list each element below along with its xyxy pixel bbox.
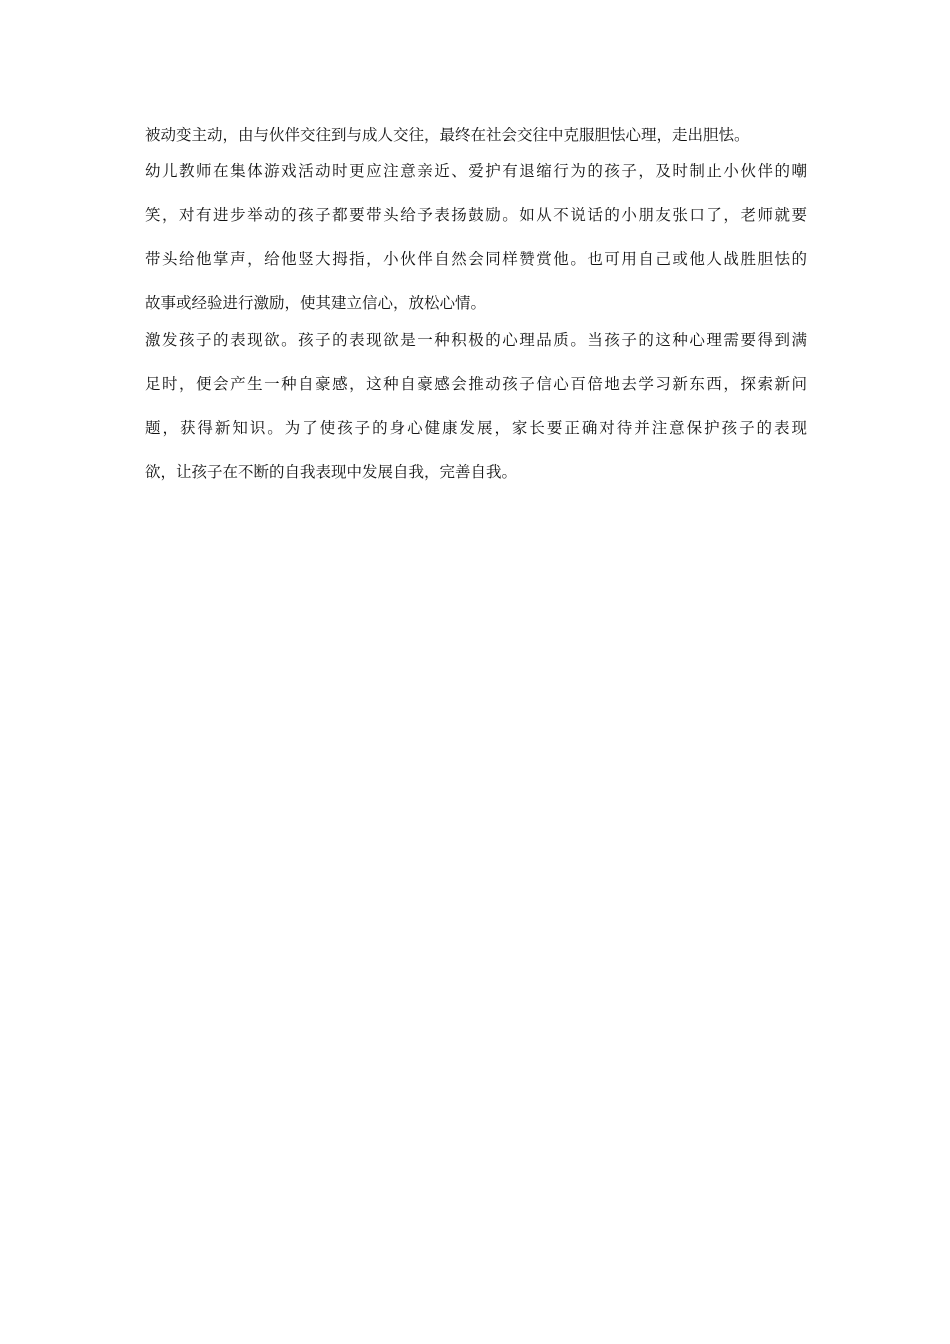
text-line: 幼儿教师在集体游戏活动时更应注意亲近、爱护有退缩行为的孩子，及时制止小伙伴的嘲 — [145, 162, 807, 180]
text-line: 激发孩子的表现欲。孩子的表现欲是一种积极的心理品质。当孩子的这种心理需要得到满 — [145, 331, 807, 349]
paragraph-2 — [145, 160, 807, 315]
paragraph-3 — [145, 329, 807, 484]
text-line: 笑，对有进步举动的孩子都要带头给予表扬鼓励。如从不说话的小朋友张口了，老师就要 — [145, 206, 807, 224]
text-line: 故事或经验进行激励，使其建立信心，放松心情。 — [145, 294, 487, 312]
text-line: 题，获得新知识。为了使孩子的身心健康发展，家长要正确对待并注意保护孩子的表现 — [145, 419, 807, 437]
document-body — [145, 124, 807, 484]
text-line: 足时，便会产生一种自豪感，这种自豪感会推动孩子信心百倍地去学习新东西，探索新问 — [145, 375, 807, 393]
text-line: 被动变主动，由与伙伴交往到与成人交往，最终在社会交往中克服胆怯心理，走出胆怯。 — [145, 126, 750, 144]
text-line: 欲，让孩子在不断的自我表现中发展自我，完善自我。 — [145, 463, 518, 481]
text-line: 带头给他掌声，给他竖大拇指，小伙伴自然会同样赞赏他。也可用自己或他人战胜胆怯的 — [145, 250, 807, 268]
paragraph-1 — [145, 124, 807, 147]
